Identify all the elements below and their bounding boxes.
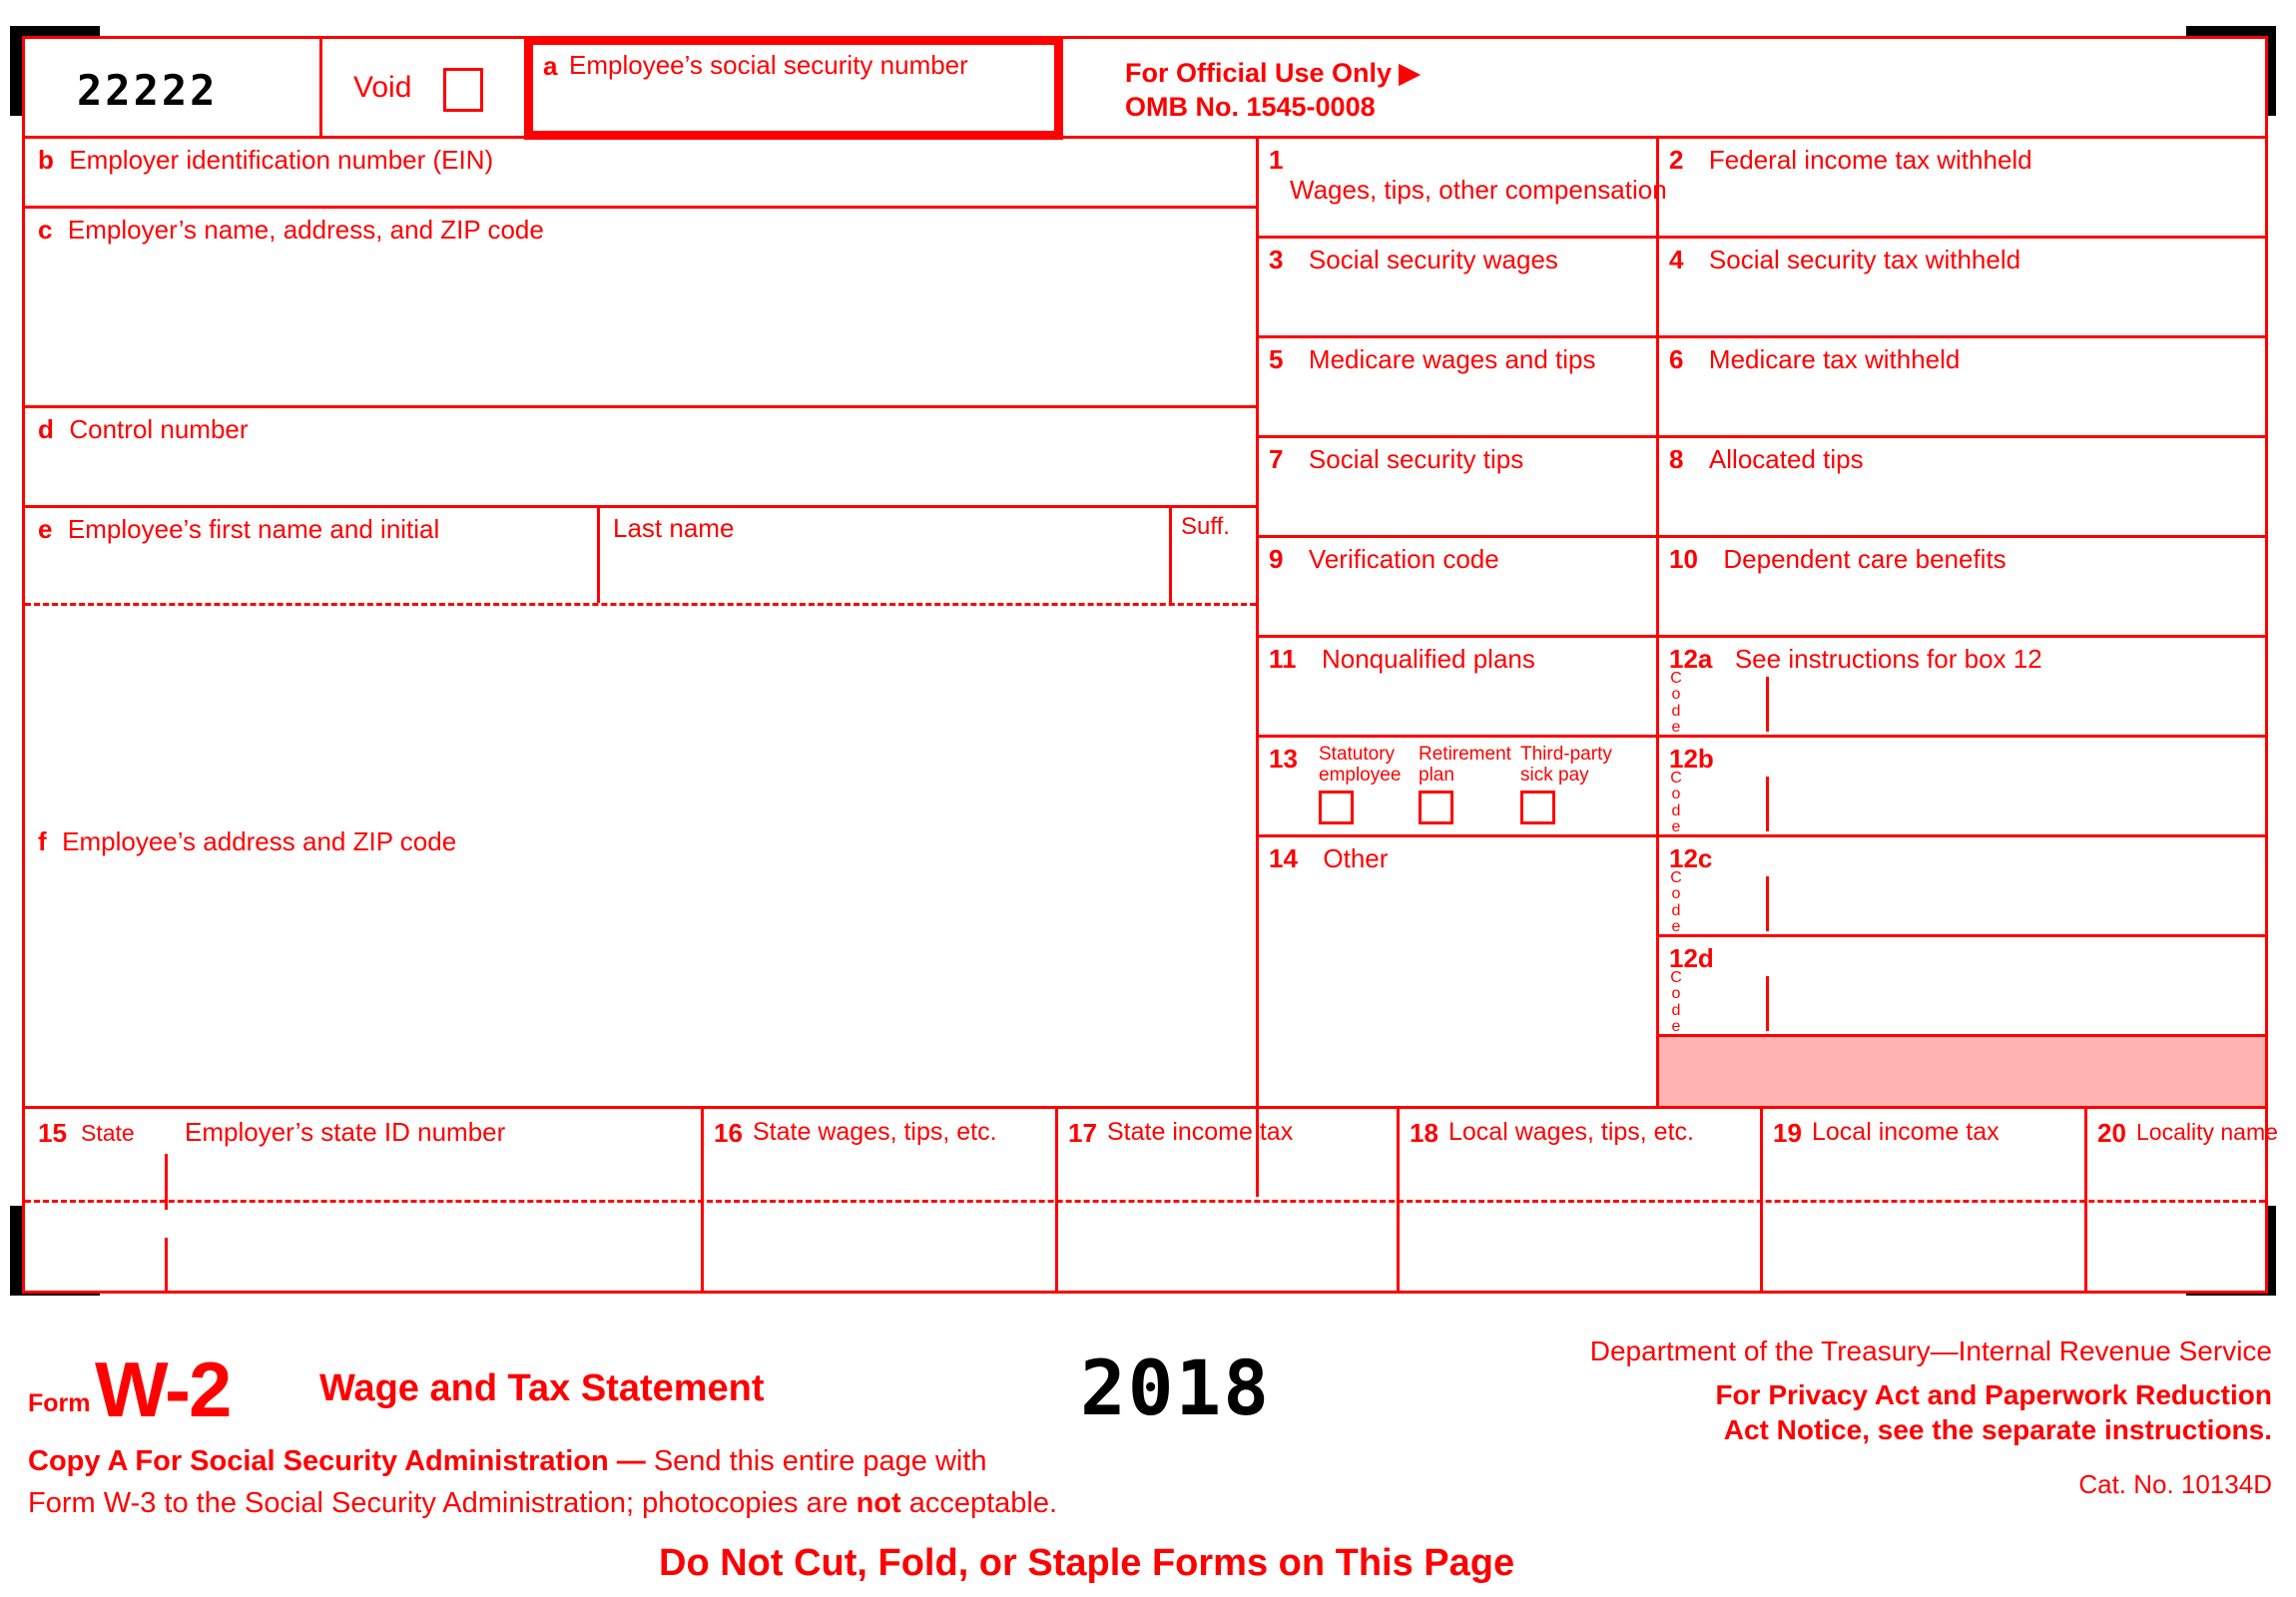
box-16-label: State wages, tips, etc. (753, 1118, 997, 1146)
box-9-verification[interactable] (1256, 535, 1656, 635)
box-e-letter: e (38, 514, 53, 544)
box-1-label: Wages, tips, other compensation (1290, 175, 1667, 205)
code-letter-d: d (1671, 901, 1681, 919)
void-label: Void (353, 71, 412, 104)
box-12d-number: 12d (1669, 943, 1714, 973)
copy-a-bold: Copy A For Social Security Administration — (28, 1445, 654, 1477)
box-e-last-name-label: Last name (613, 513, 735, 543)
official-use-label: For Official Use Only ▶ (1125, 58, 1421, 88)
privacy-act-notice (1715, 1377, 2272, 1447)
void-checkbox[interactable] (443, 68, 483, 112)
box-13-retirement-line1: Retirement (1419, 744, 1511, 765)
box-20-number: 20 (2097, 1118, 2126, 1148)
code-letter-c: C (1670, 869, 1682, 886)
code-letter-e: e (1671, 718, 1681, 736)
box-9-header (1256, 535, 1656, 575)
box-9-label: Verification code (1308, 544, 1499, 574)
box-13-retirement-line2: plan (1419, 765, 1454, 787)
copy-a-rest: Send this entire page with (653, 1445, 987, 1477)
box-15-state-label: State (81, 1120, 135, 1146)
code-letter-o: o (1671, 686, 1681, 704)
box-2-label: Federal income tax withheld (1708, 145, 2032, 175)
code-letter-e: e (1671, 917, 1681, 935)
box-12a-code-label (1669, 671, 1683, 736)
box-13-statutory-checkbox[interactable] (1319, 791, 1354, 824)
box-7-ss-tips[interactable] (1256, 435, 1656, 535)
box-4-number: 4 (1669, 245, 1684, 274)
code-letter-o: o (1671, 885, 1681, 903)
box-f-header (25, 817, 1256, 857)
box-e-header (25, 505, 597, 545)
box-8-number: 8 (1669, 444, 1684, 474)
box-7-label: Social security tips (1308, 444, 1524, 474)
box-18-label: Local wages, tips, etc. (1448, 1118, 1694, 1146)
code-letter-o: o (1671, 786, 1681, 803)
box-3-header (1256, 236, 1656, 275)
box-12c[interactable] (1656, 834, 2265, 934)
box-15-number: 15 (38, 1118, 67, 1148)
box-1-number: 1 (1269, 145, 1284, 175)
box-12a-number: 12a (1669, 644, 1713, 674)
box-12d[interactable] (1656, 934, 2265, 1034)
box-c-letter: c (38, 215, 53, 245)
box-8-allocated-tips[interactable] (1656, 435, 2265, 535)
box-e-last-name[interactable] (597, 505, 1169, 603)
box-14-number: 14 (1269, 843, 1298, 873)
box-5-number: 5 (1269, 344, 1284, 374)
form-number-w2: W-2 (95, 1345, 231, 1433)
void-cell[interactable] (319, 39, 524, 136)
box-4-label: Social security tax withheld (1708, 245, 2021, 274)
code-letter-d: d (1671, 1001, 1681, 1019)
box-12c-code-label (1669, 870, 1683, 935)
box-10-label: Dependent care benefits (1723, 544, 2007, 574)
box-b-header (25, 136, 1256, 176)
box-13-thirdparty-label (1520, 744, 1612, 787)
box-b-label: Employer identification number (EIN) (69, 145, 494, 175)
box-c-header (25, 206, 1256, 246)
box-c-employer[interactable] (25, 206, 1256, 405)
box-b-letter: b (38, 145, 54, 175)
box-14-other[interactable] (1256, 834, 1656, 1106)
box-2-fed-tax[interactable] (1656, 136, 2265, 236)
form-title: Wage and Tax Statement (319, 1367, 765, 1409)
box-e-suffix-label: Suff. (1181, 513, 1230, 540)
box-8-header (1656, 435, 2265, 475)
box-13-thirdparty-line1: Third-party (1520, 744, 1612, 765)
code-letter-d: d (1671, 702, 1681, 720)
code-letter-e: e (1671, 817, 1681, 835)
box-15-employer-id-label: Employer’s state ID number (185, 1117, 506, 1147)
box-7-number: 7 (1269, 444, 1284, 474)
box-17-label: State income tax (1107, 1118, 1294, 1146)
box-a-ssn[interactable] (524, 36, 1063, 140)
code-letter-c: C (1670, 670, 1682, 687)
box-3-ss-wages[interactable] (1256, 236, 1656, 335)
dashed-divider-state-rows (25, 1200, 2265, 1203)
box-13-thirdparty-line2: sick pay (1520, 765, 1589, 787)
department-label: Department of the Treasury—Internal Revenue Service (1589, 1335, 2272, 1366)
box-13-statutory-label (1319, 744, 1401, 787)
box-8-label: Allocated tips (1708, 444, 1864, 474)
box-12b-number: 12b (1669, 744, 1714, 774)
code-letter-o: o (1671, 985, 1681, 1003)
box-b-ein[interactable] (25, 136, 1256, 206)
box-e-suffix[interactable] (1169, 505, 1256, 603)
box-3-label: Social security wages (1308, 245, 1558, 274)
code-letter-c: C (1670, 770, 1682, 787)
box-a-label: Employee’s social security number (569, 50, 968, 80)
omb-number: OMB No. 1545-0008 (1125, 92, 1376, 122)
box-13-checkboxes[interactable] (1256, 735, 1656, 834)
box-10-number: 10 (1669, 544, 1698, 574)
box-d-letter: d (38, 414, 54, 444)
box-11-nonqualified[interactable] (1256, 635, 1656, 735)
code-letter-d: d (1671, 801, 1681, 819)
box-5-header (1256, 335, 1656, 375)
box-d-control[interactable] (25, 405, 1256, 505)
box-20-label: Locality name (2136, 1119, 2278, 1145)
control-number-value: 22222 (77, 66, 219, 115)
form-word-label: Form (28, 1389, 91, 1417)
box-e-label: Employee’s first name and initial (67, 514, 440, 544)
copy-a-line2-b: acceptable. (900, 1487, 1058, 1519)
box-2-header (1656, 136, 2265, 176)
box-a-letter: a (543, 51, 558, 81)
box-6-medicare-tax[interactable] (1656, 335, 2265, 435)
box-3-number: 3 (1269, 245, 1284, 274)
box-15-state-divider-lower (165, 1238, 168, 1294)
box-13-thirdparty-checkbox[interactable] (1520, 791, 1555, 824)
box-d-header (25, 405, 1256, 445)
box-19-number: 19 (1773, 1118, 1802, 1148)
box-14-header (1256, 834, 1656, 874)
box-13-number: 13 (1269, 744, 1298, 774)
box-f-label: Employee’s address and ZIP code (62, 826, 457, 856)
box-12b-code-label (1669, 771, 1683, 835)
box-13-retirement-label (1419, 744, 1511, 787)
box-12a-code-divider (1766, 677, 1769, 732)
box-d-label: Control number (69, 414, 249, 444)
privacy-line2: Act Notice, see the separate instructions. (1723, 1414, 2272, 1445)
box-14-label: Other (1323, 843, 1389, 873)
box-12c-code-divider (1766, 876, 1769, 931)
tax-year: 2018 (1080, 1343, 1272, 1432)
control-number-cell[interactable] (25, 39, 319, 136)
box-12d-code-label (1669, 970, 1683, 1035)
box-12a[interactable] (1656, 635, 2265, 735)
box-17-number: 17 (1068, 1118, 1097, 1148)
box-12b-code-divider (1766, 777, 1769, 831)
box-6-header (1656, 335, 2265, 375)
box-1-wages[interactable] (1256, 136, 1667, 236)
copy-a-not: not (856, 1487, 901, 1519)
official-use-cell (1063, 39, 2265, 136)
catalog-number: Cat. No. 10134D (2078, 1469, 2272, 1499)
box-5-medicare-wages[interactable] (1256, 335, 1656, 435)
box-11-label: Nonqualified plans (1321, 644, 1535, 674)
box-f-address[interactable] (25, 817, 1256, 883)
shaded-strip (1659, 1037, 2265, 1106)
box-11-number: 11 (1269, 644, 1297, 674)
box-4-ss-tax[interactable] (1656, 236, 2265, 335)
box-18-number: 18 (1410, 1118, 1438, 1148)
box-12b[interactable] (1656, 735, 2265, 834)
box-2-number: 2 (1669, 145, 1684, 175)
do-not-cut-notice: Do Not Cut, Fold, or Staple Forms on This Page (659, 1542, 1515, 1584)
box-11-header (1256, 635, 1656, 675)
box-1-header (1256, 136, 1667, 205)
form-footer (0, 1298, 2296, 1597)
box-13-retirement-checkbox[interactable] (1419, 791, 1453, 824)
box-9-number: 9 (1269, 544, 1284, 574)
box-12a-header (1656, 635, 2265, 675)
code-letter-e: e (1671, 1017, 1681, 1035)
box-12d-code-divider (1766, 976, 1769, 1031)
box-10-dependent-care[interactable] (1656, 535, 2265, 635)
copy-a-line1 (28, 1445, 987, 1478)
box-12c-number: 12c (1669, 843, 1713, 873)
box-7-header (1256, 435, 1656, 475)
privacy-line1: For Privacy Act and Paperwork Reduction (1715, 1379, 2272, 1410)
copy-a-line2 (28, 1487, 1057, 1520)
box-c-label: Employer’s name, address, and ZIP code (67, 215, 544, 245)
box-19-label: Local income tax (1812, 1118, 2000, 1146)
box-e-first-name[interactable] (25, 505, 597, 603)
box-13-statutory-line2: employee (1319, 765, 1402, 787)
box-12a-label: See instructions for box 12 (1734, 644, 2042, 674)
box-f-address-area[interactable] (25, 603, 1256, 817)
copy-a-line2-a: Form W-3 to the Social Security Administration; photocopies are (28, 1487, 857, 1519)
box-4-header (1656, 236, 2265, 275)
box-16-number: 16 (714, 1118, 743, 1148)
box-6-label: Medicare tax withheld (1708, 344, 1961, 374)
box-13-statutory-line1: Statutory (1319, 744, 1396, 765)
code-letter-c: C (1670, 969, 1682, 986)
box-f-letter: f (38, 826, 47, 856)
form-frame (22, 36, 2278, 1294)
box-10-header (1656, 535, 2265, 575)
box-6-number: 6 (1669, 344, 1684, 374)
box-5-label: Medicare wages and tips (1308, 344, 1596, 374)
